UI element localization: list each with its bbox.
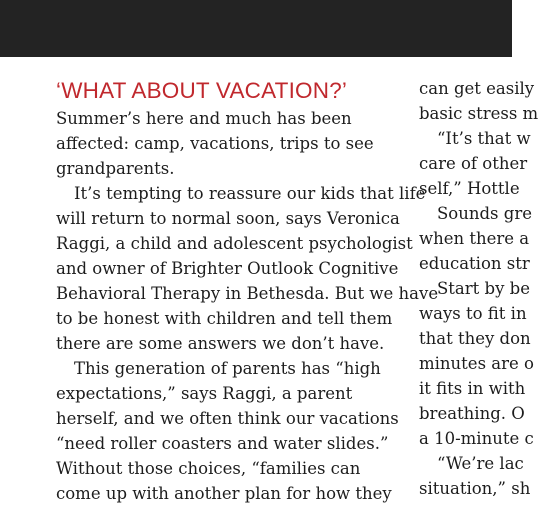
paragraph-line: and owner of Brighter Outlook Cognitive bbox=[56, 259, 399, 278]
paragraph-line: grandparents. bbox=[56, 159, 175, 178]
paragraph-line: Start by be bbox=[437, 279, 530, 298]
paragraph-line: This generation of parents has “high bbox=[74, 359, 381, 378]
paragraph-line: when there a bbox=[419, 229, 530, 248]
paragraph-line: a 10-minute c bbox=[419, 429, 534, 448]
article-column-right bbox=[419, 76, 538, 501]
paragraph-line: herself, and we often think our vacations bbox=[56, 409, 399, 428]
paragraph-line: “It’s that w bbox=[437, 129, 531, 148]
paragraph-line: ways to fit in bbox=[419, 304, 527, 323]
paragraph-line: basic stress m bbox=[419, 104, 538, 123]
paragraph-line: situation,” sh bbox=[419, 479, 531, 498]
paragraph-line: self,” Hottle bbox=[419, 179, 520, 198]
paragraph-line: to be honest with children and tell them bbox=[56, 309, 393, 328]
paragraph-line: care of other bbox=[419, 154, 528, 173]
paragraph-line: education str bbox=[419, 254, 530, 273]
paragraph-line: Sounds gre bbox=[437, 204, 532, 223]
paragraph-line: that they don bbox=[419, 329, 531, 348]
paragraph-line: breathing. O bbox=[419, 404, 525, 423]
paragraph-line: come up with another plan for how they bbox=[56, 484, 392, 503]
paragraph-line: it fits in with bbox=[419, 379, 526, 398]
paragraph-line: Raggi, a child and adolescent psychologist bbox=[56, 234, 413, 253]
paragraph-line: Without those choices, “families can bbox=[56, 459, 361, 478]
paragraph-line: can get easily bbox=[419, 79, 535, 98]
paragraph-line: will return to normal soon, says Veronica bbox=[56, 209, 400, 228]
article-column-left bbox=[56, 76, 439, 506]
paragraph-line: there are some answers we don’t have. bbox=[56, 334, 385, 353]
paragraph-line: “need roller coasters and water slides.” bbox=[56, 434, 389, 453]
paragraph-line: Summer’s here and much has been bbox=[56, 109, 352, 128]
paragraph-line: Behavioral Therapy in Bethesda. But we have bbox=[56, 284, 439, 303]
paragraph-line: It’s tempting to reassure our kids that life bbox=[74, 184, 426, 203]
paragraph-line: “We’re lac bbox=[437, 454, 524, 473]
header-bar bbox=[0, 0, 512, 57]
paragraph-line: minutes are o bbox=[419, 354, 534, 373]
paragraph-line: expectations,” says Raggi, a parent bbox=[56, 384, 353, 403]
paragraph-line: affected: camp, vacations, trips to see bbox=[56, 134, 374, 153]
article-headline: ‘WHAT ABOUT VACATION?’ bbox=[56, 78, 348, 103]
